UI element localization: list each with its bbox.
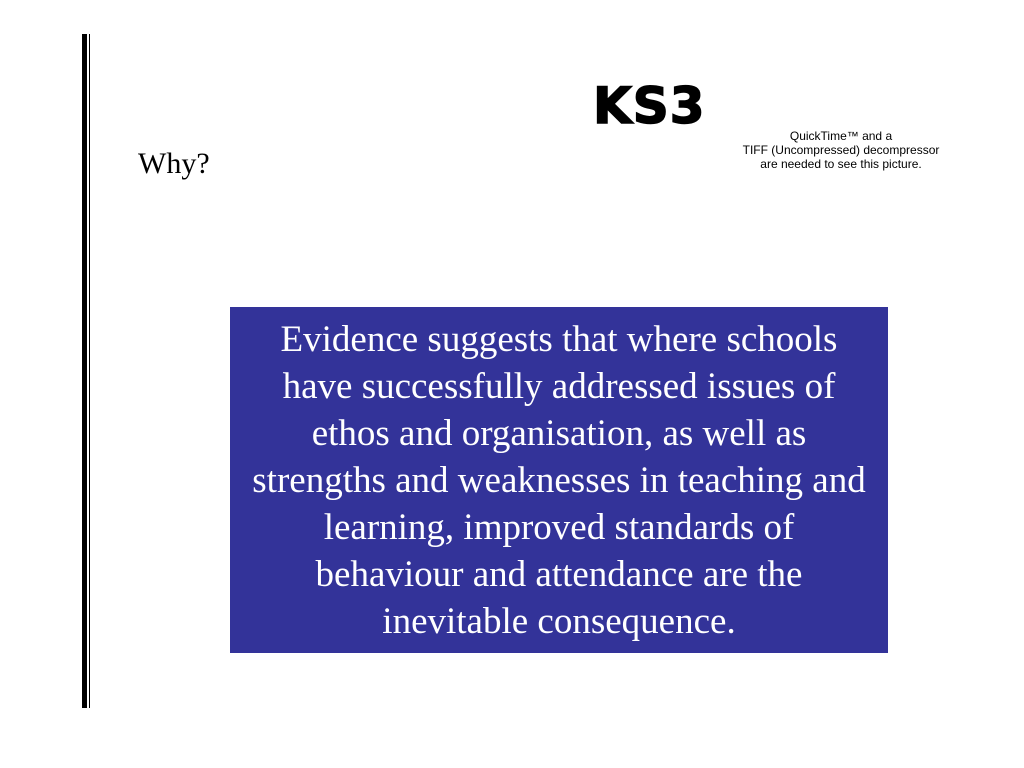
evidence-quote: Evidence suggests that where schools have successfully addressed issues of ethos and organisation, as well as strengths and weaknesses in teaching and learning, improved standards of behaviour and attendance are the inevitable consequence. [252,318,866,642]
vertical-rule-thin [89,34,90,708]
missing-picture-placeholder [728,129,954,171]
placeholder-line-1: QuickTime™ and a [789,129,893,143]
slide-title: KS3 [593,77,706,135]
placeholder-line-2: TIFF (Uncompressed) decompressor [742,143,940,157]
placeholder-line-3: are needed to see this picture. [760,157,922,171]
vertical-rule-thick [82,34,87,708]
evidence-text-box [230,307,888,653]
slide-subtitle: Why? [138,147,210,180]
